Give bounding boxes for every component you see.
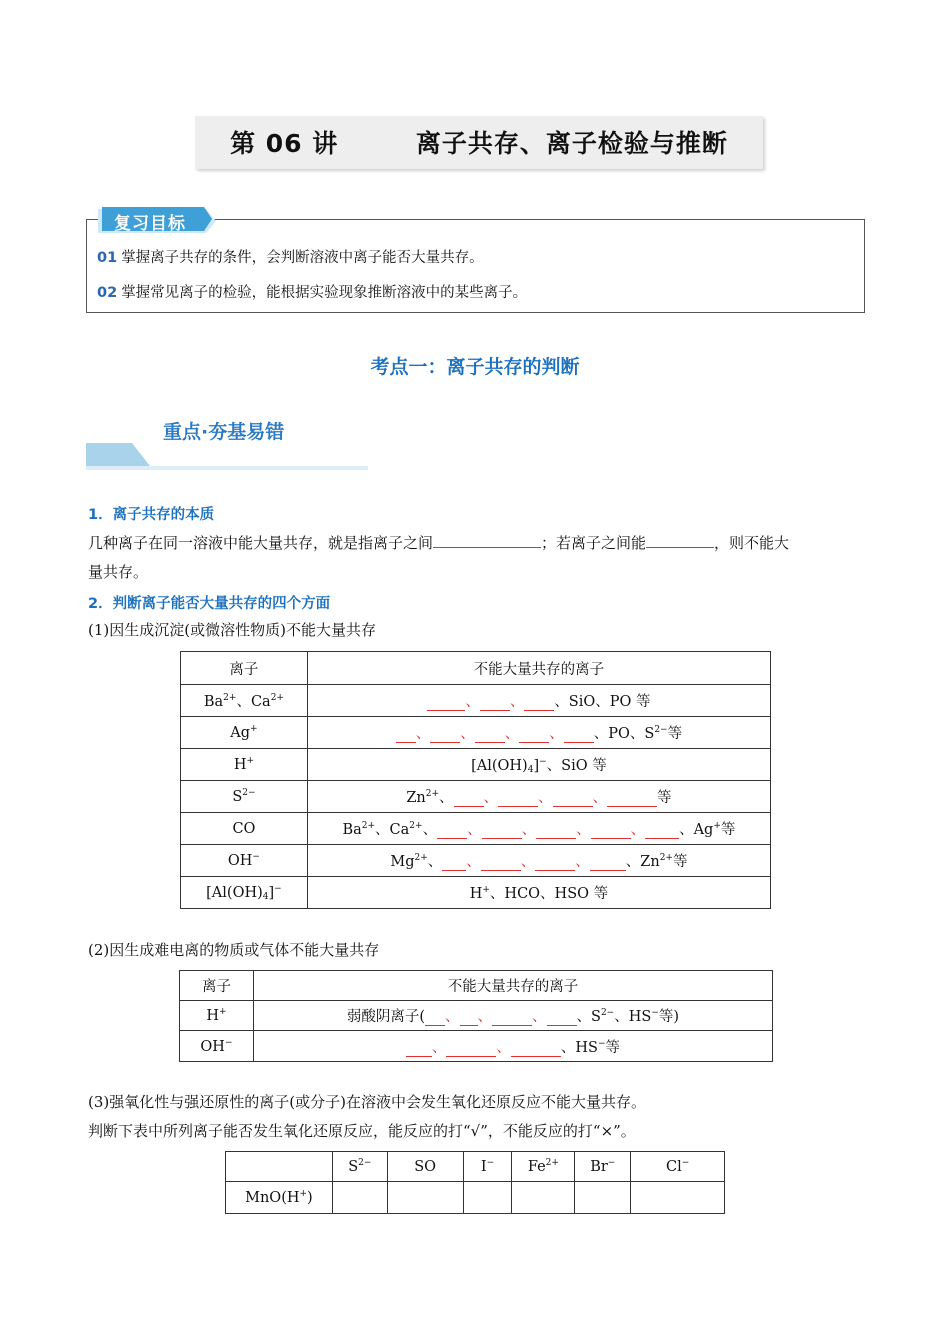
- answer-cell[interactable]: [463, 1182, 512, 1214]
- value-cell: $[Al(OH)_4]^-$、SiO 等: [307, 749, 770, 781]
- answer-cell[interactable]: [631, 1182, 725, 1214]
- row-header: MnO(H+): [226, 1182, 333, 1214]
- subheading-weak-electrolyte: (2)因生成难电离的物质或气体不能大量共存: [88, 941, 380, 959]
- ion-cell: Ag+: [181, 717, 308, 749]
- goal-number: 02: [97, 285, 118, 301]
- goal-item-2: [97, 281, 527, 302]
- col-header: I−: [463, 1152, 512, 1182]
- value-cell: H+、HCO、HSO 等: [307, 877, 770, 909]
- redox-table: [225, 1151, 725, 1214]
- goal-number: 01: [97, 250, 118, 266]
- ion-cell: $[Al(OH)_4]^-$: [181, 877, 308, 909]
- value-cell: 弱酸阴离子( 、 、 、 、$S^{2-}$、HS−等): [253, 1001, 772, 1031]
- value-cell: $Mg^{2+}$、 、 、 、 、$Zn^{2+}$等: [307, 845, 770, 877]
- value-cell: 、 、 、 、 、PO、$S^{2-}$等: [307, 717, 770, 749]
- goal-text: 掌握离子共存的条件，会判断溶液中离子能否大量共存。: [121, 250, 484, 266]
- text-part: ；若离子之间能: [541, 534, 647, 552]
- subheading-precipitate: (1)因生成沉淀(或微溶性物质)不能大量共存: [88, 621, 376, 639]
- table-header-row: [180, 971, 773, 1001]
- corner-cell: [226, 1152, 333, 1182]
- fill-blank[interactable]: [433, 531, 541, 548]
- answer-cell[interactable]: [575, 1182, 631, 1214]
- answer-cell[interactable]: [387, 1182, 463, 1214]
- fill-blank[interactable]: [646, 531, 714, 548]
- key-points-label: 重点·夯基易错: [163, 421, 285, 443]
- answer-cell[interactable]: [512, 1182, 575, 1214]
- table-row: [181, 845, 771, 877]
- lecture-number: 第 06 讲: [230, 129, 339, 158]
- col-header: 不能大量共存的离子: [307, 652, 770, 685]
- table-header-row: [181, 652, 771, 685]
- table-row: [181, 685, 771, 717]
- value-cell: $Zn^{2+}$、 、 、 、 等: [307, 781, 770, 813]
- text-part: 量共存。: [88, 563, 149, 581]
- answer-cell[interactable]: [332, 1182, 387, 1214]
- page-title: [195, 124, 763, 160]
- table-row: [181, 717, 771, 749]
- col-header: 不能大量共存的离子: [253, 971, 772, 1001]
- instruction-redox: 判断下表中所列离子能否发生氧化还原反应，能反应的打“√”，不能反应的打“×”。: [88, 1122, 636, 1140]
- col-header: 离子: [181, 652, 308, 685]
- review-goals-tag: [98, 207, 216, 235]
- heading-essence: 1．离子共存的本质: [88, 507, 215, 523]
- ion-cell: H+: [180, 1001, 254, 1031]
- col-header: 离子: [180, 971, 254, 1001]
- ion-cell: $Ba^{2+}$、$Ca^{2+}$: [181, 685, 308, 717]
- value-cell: 、 、 、HS−等: [253, 1031, 772, 1062]
- precipitate-table: [180, 651, 771, 909]
- table-row: [181, 877, 771, 909]
- review-goals-label: 复习目标: [114, 214, 186, 234]
- table-row: [181, 781, 771, 813]
- table-row: [180, 1031, 773, 1062]
- section-title: 考点一：离子共存的判断: [370, 356, 580, 378]
- table-row: [181, 813, 771, 845]
- goal-item-1: [97, 246, 484, 267]
- paragraph-essence: [88, 529, 868, 587]
- value-cell: 、 、 、SiO、PO 等: [307, 685, 770, 717]
- table-row: [226, 1182, 725, 1214]
- table-row: [181, 749, 771, 781]
- key-points-banner: [86, 413, 368, 471]
- col-header: SO: [387, 1152, 463, 1182]
- subheading-redox: (3)强氧化性与强还原性的离子(或分子)在溶液中会发生氧化还原反应不能大量共存。: [88, 1093, 646, 1111]
- goal-text: 掌握常见离子的检验，能根据实验现象推断溶液中的某些离子。: [121, 285, 528, 301]
- col-header: $Fe^{2+}$: [512, 1152, 575, 1182]
- table-row: [180, 1001, 773, 1031]
- text-part: ，则不能大: [714, 534, 790, 552]
- ion-cell: $S^{2-}$: [181, 781, 308, 813]
- table-header-row: [226, 1152, 725, 1182]
- lecture-topic: 离子共存、离子检验与推断: [415, 129, 728, 158]
- weak-electrolyte-table: [179, 970, 773, 1062]
- text-part: 几种离子在同一溶液中能大量共存，就是指离子之间: [88, 534, 434, 552]
- col-header: Cl−: [631, 1152, 725, 1182]
- ion-cell: OH−: [180, 1031, 254, 1062]
- col-header: Br−: [575, 1152, 631, 1182]
- heading-four-aspects: 2．判断离子能否大量共存的四个方面: [88, 596, 331, 612]
- value-cell: $Ba^{2+}$、$Ca^{2+}$、 、 、 、 、 、Ag+等: [307, 813, 770, 845]
- ion-cell: OH−: [181, 845, 308, 877]
- col-header: $S^{2-}$: [332, 1152, 387, 1182]
- title-box: [195, 116, 763, 169]
- ion-cell: H+: [181, 749, 308, 781]
- ion-cell: CO: [181, 813, 308, 845]
